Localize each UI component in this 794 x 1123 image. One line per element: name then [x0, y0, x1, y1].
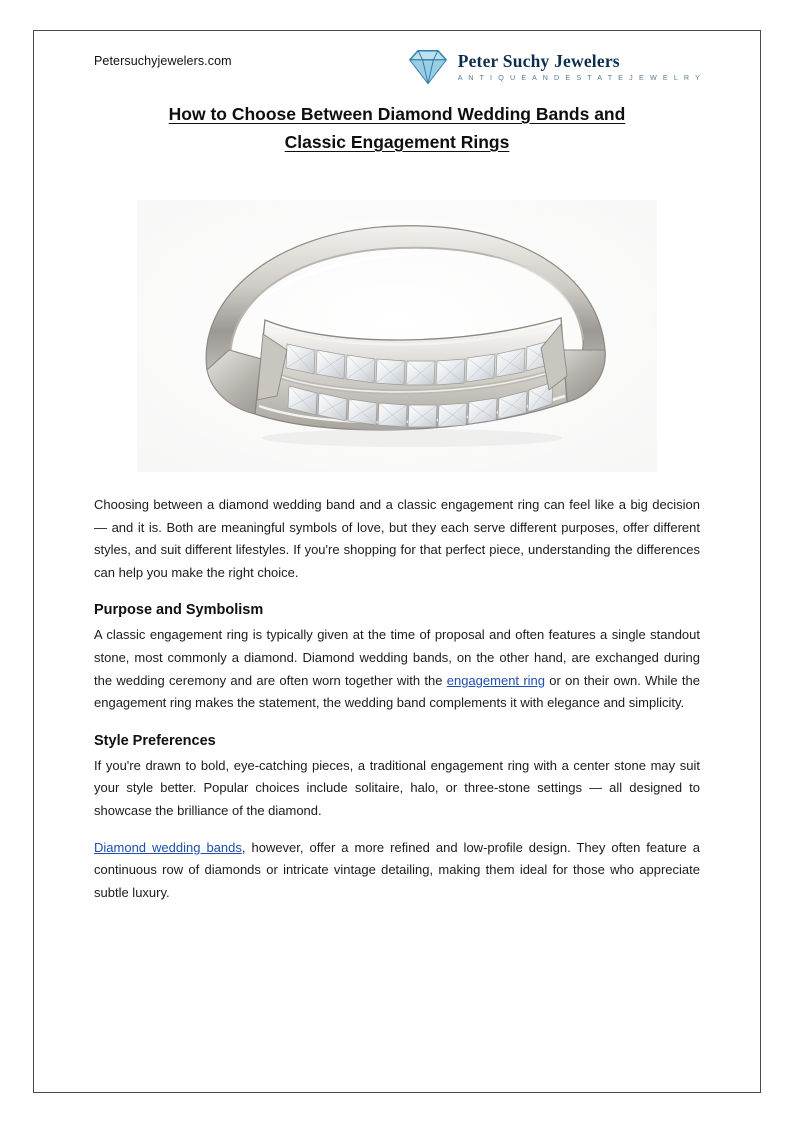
intro-paragraph: Choosing between a diamond wedding band and a classic engagement ring can feel like a big decision — and it is. Both are meaningful symbols of love, but they each serve different purposes, offer different styles, and suit different lifestyles. If you're shopping for that perfect piece, understanding the differences can help you make the right choice. — [94, 497, 700, 580]
document-header — [62, 30, 732, 86]
hero-ring-image — [137, 200, 657, 472]
purpose-text-after-link: or on their own. While the engagement ring makes the statement, the wedding band complements it with elegance and simplicity. — [94, 672, 700, 711]
company-logo — [406, 48, 702, 86]
logo-tagline: A N T I Q U E A N D E S T A T E J E W E L R Y — [457, 72, 702, 82]
style-paragraph-2 — [94, 837, 700, 905]
page-title-line-2: Classic Engagement Rings — [284, 132, 510, 152]
logo-company-name: Peter Suchy Jewelers — [457, 51, 620, 72]
purpose-paragraph — [94, 624, 700, 714]
engagement-ring-link[interactable]: engagement ring — [446, 672, 545, 688]
logo-text-block — [458, 53, 702, 81]
style-text-after-link: , however, offer a more refined and low-profile design. They often feature a continuous row of diamonds or intricate vintage detailing, making them ideal for those who appreciate subtle luxury. — [94, 839, 700, 900]
site-url: Petersuchyjewelers.com — [94, 54, 232, 68]
purpose-text-before-link: A classic engagement ring is typically given at the time of proposal and often features a single standout stone, most commonly a diamond. Diamond wedding bands, on the other hand, are exchanged during the wedding ceremony and are often worn together with the — [94, 627, 700, 688]
page-title-line-1: How to Choose Between Diamond Wedding Bands and — [168, 104, 626, 124]
section-heading-style: Style Preferences — [94, 732, 216, 749]
style-paragraph-1: If you're drawn to bold, eye-catching pieces, a traditional engagement ring with a center stone may suit your style better. Popular choices include solitaire, halo, or three-stone settings — all designed to showcase the brilliance of the diamond. — [94, 757, 700, 819]
diamond-wedding-bands-link[interactable]: Diamond wedding bands — [94, 839, 242, 855]
article-body — [62, 494, 732, 905]
page-title — [62, 100, 732, 156]
section-heading-purpose: Purpose and Symbolism — [94, 602, 264, 619]
page-content — [62, 30, 732, 1093]
diamond-icon — [406, 48, 450, 86]
